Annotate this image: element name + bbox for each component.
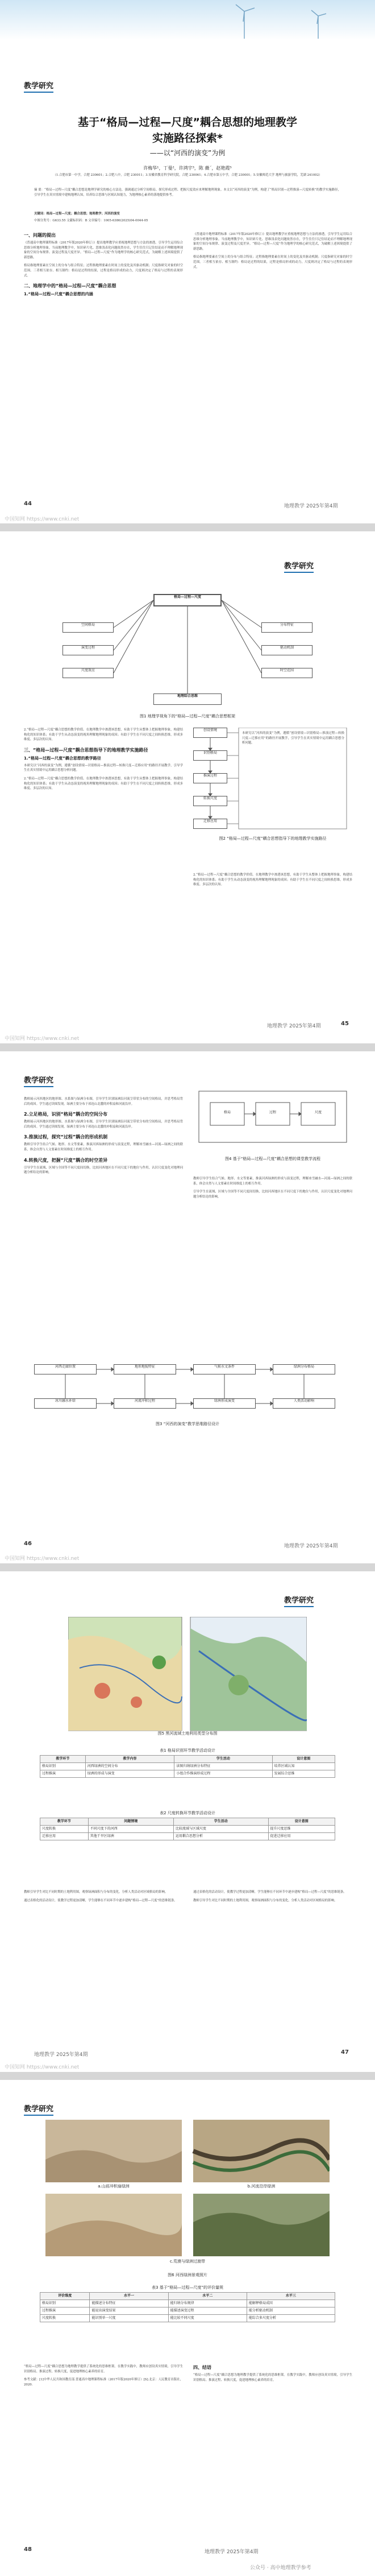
- fig3-row2-2: 河流冲积过程: [114, 1398, 176, 1409]
- table-cell: 不同尺度下的河西: [88, 1826, 173, 1833]
- fig2-step-4: 转换尺度: [193, 796, 227, 806]
- table-3-block: [40, 2285, 335, 2322]
- journal-name: 地理教学 2025年第4期: [267, 1023, 321, 1029]
- left-paragraph-2: 本研究以“河西的演变”为例，遵循“创设情境—识别格局—推演过程—转换尺度—迁移应用”的路径开展教学，引导学生在真实情境中运用耦合思想分析问题。: [24, 763, 183, 773]
- table-cell: 格局识别: [40, 1763, 86, 1770]
- table-cell: 其他干旱区绿洲: [88, 1833, 173, 1840]
- fig3-row1-4: 绿洲分布格局: [273, 1364, 335, 1374]
- fig2-step-5: 迁移应用: [193, 819, 227, 829]
- section-tag: 教学研究: [24, 2103, 53, 2116]
- fig3-row1-1: 河西走廊位置: [34, 1364, 97, 1374]
- heading-part3: 三、“格局—过程—尺度”耦合思想指导下的地理教学实施路径: [24, 747, 148, 753]
- table-cell: 能分析驱动机制: [247, 2307, 335, 2315]
- fig2-step-2: 识别格局: [193, 750, 227, 761]
- page-1: [0, 0, 375, 523]
- figure-5-maps: [68, 1617, 307, 1736]
- page-5: [0, 2080, 375, 2576]
- fig1-left-mid: 演变过程: [63, 645, 114, 655]
- page-2: [0, 531, 375, 1043]
- page-header-band: [0, 0, 375, 40]
- page-separator: [0, 2072, 375, 2080]
- intro-paragraph-repeat: 格局指地理要素在空间上的分布与组合特征；过程指地理要素在时间上的变化及其驱动机制；尺度指研究对象的时空范围。三者相互依存、相互制约：格局是过程的结果，过程是格局形成的动力，尺度则决定了格局与过程的表现形式。: [24, 264, 183, 278]
- table-cell: 绿洲的形成与演变: [85, 1770, 174, 1778]
- conclusion-paragraph: “格局—过程—尺度”耦合思想为地理教学提供了系统化的思维框架。在教学实践中，教师应创设真实情境，引导学生识别格局、推演过程、转换尺度，促进地理核心素养的培育。: [193, 2373, 352, 2382]
- heading-part2-1: 1.“格局—过程—尺度”耦合思想的内涵: [24, 292, 93, 297]
- table-row: [40, 1826, 335, 1833]
- page-number: 48: [24, 2546, 32, 2553]
- table3-header: 水平二: [168, 2293, 247, 2300]
- fig2-step-3: 推演过程: [193, 773, 227, 783]
- fig2-step-1: 创设情境: [193, 728, 227, 738]
- table3-caption: 表3 基于“格局—过程—尺度”的评价量规: [152, 2285, 223, 2290]
- table-cell: 格局识别: [40, 2300, 90, 2307]
- page2-right-column: [193, 873, 352, 887]
- fig1-right-bot: 时空范围: [261, 668, 312, 678]
- table2-header: 设计意图: [268, 1818, 335, 1826]
- table-cell: 能描述分布特征: [90, 2300, 168, 2307]
- page1-left-column: [24, 232, 183, 299]
- affiliations: （1.合肥市第一中学，合肥 230601；2.合肥八中，合肥 230011；3.安徽省教育科学研究院，合肥 230061；4.合肥市第五中学，合肥 230001；5.安徽师范大学 地理与旅游学院，芜湖 241002）: [53, 174, 322, 177]
- heading-intro: 一、问题的提出: [24, 233, 56, 238]
- heading-part2: 二、地理学中的“格局—过程—尺度”耦合思想: [24, 283, 116, 289]
- page5-right-column: [193, 2364, 352, 2383]
- right-col-paragraph: 《普通高中地理课程标准（2017年版2020年修订）》提出地理教学应重视地理思想与方法的渗透，引导学生运用综合思维分析地理事象。当前地理教学中，知识碎片化、思维浅表化问题依然存在，学生往往只记住结论而不理解地理现象的空间分布规律、演变过程及尺度差异。“格局—过程—尺度”作为地理学的核心研究范式，为破解上述困境提供了新思路。: [193, 233, 352, 251]
- figure-2-flow: [193, 728, 352, 870]
- section-tag: 教学研究: [24, 80, 53, 93]
- article-subtitle: ——以“河西的演变”为例: [149, 149, 226, 157]
- page5-left-column: [24, 2364, 183, 2387]
- table-2-block: [40, 1810, 335, 1840]
- paragraph-2: 教师引导学生结合气候、地形、水文等要素，推演河西绿洲的形成与演变过程，理解冰雪融水—河流—绿洲之间的联系，体会自然与人文要素在时间维度上的相互作用。: [24, 1143, 183, 1151]
- fig4-node-3: 尺度: [314, 1111, 322, 1114]
- photo-caption-c: c.荒漠与绿洲过渡带: [169, 2259, 206, 2264]
- photo-caption-b: b.河流沿岸绿洲: [247, 2184, 276, 2189]
- fig3-row1-2: 地形地貌特征: [114, 1364, 176, 1374]
- watermark: 公众号 · 高中地理教学参考: [250, 2565, 311, 2571]
- journal-name: 地理教学 2025年第4期: [284, 503, 338, 509]
- page3-left-column: [24, 1097, 183, 1175]
- fig2-caption: 图2 “格局—过程—尺度”耦合思想指导下的地理教学实施路径: [219, 836, 327, 841]
- page-number: 45: [341, 1021, 349, 1027]
- right-paragraph-2: 引导学生在流域、区域与全国等不同尺度间切换，比较河西地区在不同尺度下的地位与作用，认识尺度变化对地理问题分析结论的影响。: [193, 1190, 352, 1199]
- keywords: 关键词：格局—过程—尺度；耦合思想；地理教学；河西的演变: [34, 212, 120, 216]
- abstract: 摘 要：“格局—过程—尺度”耦合思想是地理学研究的核心方法论，强调通过分析空间格局、探究形成过程、把握尺度效应来理解地理现象。本文以“河西的演变”为例，构建了“格局识别—过程推演—尺度转换”的教学实施路径，引导学生在真实情境中建构地理认知，培养综合思维与区域认知能力，为地理核心素养的落地提供参考。: [34, 188, 341, 197]
- table-cell: 培养区域认知: [272, 1763, 335, 1770]
- table-cell: 尺度转换: [40, 2315, 90, 2322]
- table2-caption: 表2 尺度转换环节教学活动设计: [160, 1811, 215, 1815]
- table-cell: 能比较不同尺度: [168, 2315, 247, 2322]
- classification: 中图分类号：G633.55 文献标识码：B 文章编号：1005-6386(2025)04-0044-05: [34, 219, 148, 222]
- watermark: 中国知网 https://www.cnki.net: [5, 1036, 80, 1042]
- watermark: 中国知网 https://www.cnki.net: [5, 517, 80, 522]
- table-cell: 能解释格局成因: [247, 2300, 335, 2307]
- table-row: [40, 2315, 335, 2322]
- fig3-connectors: [34, 1359, 341, 1421]
- table-row: [40, 1770, 335, 1778]
- figure-6-photos: [45, 2120, 330, 2268]
- table-cell: 读图归纳绿洲分布特征: [174, 1763, 272, 1770]
- left-paragraph-3: 2.“格局—过程—尺度”耦合思想的教学价值。在地理教学中渗透该思想，有助于学生从整体上把握地理事象，构建结构化的知识体系；有助于学生从动态演变的视角理解地理现象的成因；有助于学生在不同尺度之间转换思维，形成多维度、多层次的认知。: [24, 777, 183, 791]
- figure-3-path: [34, 1359, 341, 1450]
- page-3: [0, 1051, 375, 1563]
- land-use-map-image: [68, 1617, 307, 1736]
- article-title-line1: 基于“格局—过程—尺度”耦合思想的地理教学: [78, 116, 297, 129]
- left-paragraph: “格局—过程—尺度”耦合思想为地理教学提供了系统化的思维框架。在教学实践中，教师应创设真实情境，引导学生识别格局、推演过程、转换尺度，促进地理核心素养的培育。: [24, 2365, 183, 2373]
- page4-left-column: [24, 1890, 183, 1903]
- fig4-caption: 图4 基于“格局—过程—尺度”耦合思想的课堂教学流程: [225, 1157, 320, 1161]
- heading-sub1: 1.“格局—过程—尺度”耦合思想的教学路径: [24, 756, 101, 761]
- table-cell: 能归纳分布规律: [168, 2300, 247, 2307]
- table-cell: 运用耦合思想分析: [173, 1833, 268, 1840]
- fig1-right-top: 分布特征: [261, 622, 312, 633]
- right-paragraph: 2.“格局—过程—尺度”耦合思想的教学价值。在地理教学中渗透该思想，有助于学生从整体上把握地理事象，构建结构化的知识体系；有助于学生从动态演变的视角理解地理现象的成因；有助于学生在不同尺度之间转换思维，形成多维度、多层次的认知。: [193, 873, 352, 887]
- fig3-row2-4: 人类活动影响: [273, 1398, 335, 1409]
- table-cell: 促进迁移应用: [268, 1833, 335, 1840]
- section-tag: 教学研究: [284, 1594, 314, 1607]
- paragraph-1: 教师展示河西地区的地形图、水系图与绿洲分布图，引导学生识别绿洲沿河流呈带状分布的空间格局，并思考格局背后的成因。学生通过读图发现，绿洲主要分布于祁连山北麓的冲积扇和河流沿岸。: [24, 1120, 183, 1129]
- intro-text: 教师展示河西地区的地形图、水系图与绿洲分布图，引导学生识别绿洲沿河流呈带状分布的空间格局，并思考格局背后的成因。学生通过读图发现，绿洲主要分布于祁连山北麓的冲积扇和河流沿岸。: [24, 1097, 183, 1106]
- table3-header: 水平三: [247, 2293, 335, 2300]
- journal-name: 地理教学 2025年第4期: [34, 2052, 88, 2058]
- table1-header: 教学环节: [40, 1756, 86, 1763]
- table-cell: 河西绿洲的空间分布: [85, 1763, 174, 1770]
- journal-name: 地理教学 2025年第4期: [284, 1543, 338, 1549]
- heading-3: 4.转换尺度，把握“尺度”耦合的时空差异: [24, 1157, 108, 1163]
- fig1-left-top: 空间格局: [63, 622, 114, 633]
- fig3-row1-3: 气候水文条件: [193, 1364, 256, 1374]
- fig3-row2-3: 绿洲形成演变: [193, 1398, 256, 1409]
- table2-header: 问题情境: [88, 1818, 173, 1826]
- oasis-landscape-photos: [45, 2120, 330, 2262]
- heading-2: 3.推演过程，探究“过程”耦合的形成机制: [24, 1134, 108, 1140]
- fig6-caption: 图6 河西绿洲景观照片: [168, 2273, 207, 2277]
- left-paragraph: 教师引导学生对比不同时期的土地利用图，观察绿洲面积与分布的变化，分析人类活动对区域格局的影响。: [24, 1890, 168, 1894]
- table-cell: 小组合作推演形成过程: [174, 1770, 272, 1778]
- table-1-block: [40, 1748, 335, 1778]
- table3-header: 评价维度: [40, 2293, 90, 2300]
- fig1-caption: 图1 地理学视角下的“格局—过程—尺度”耦合思想框架: [140, 714, 235, 719]
- table-cell: 能描述演变过程: [168, 2307, 247, 2315]
- table2-header: 学生活动: [173, 1818, 268, 1826]
- fig4-diagram: [193, 1085, 352, 1154]
- table-cell: 比较流域与区域尺度: [173, 1826, 268, 1833]
- paragraph-3: 引导学生在流域、区域与全国等不同尺度间切换，比较河西地区在不同尺度下的地位与作用，认识尺度变化对地理问题分析结论的影响。: [24, 1166, 183, 1175]
- left-paragraph-2: 通过表格化的活动设计，使教学过程更加清晰，学生能够在不同环节中逐步建构“格局—过程—尺度”的思维链条。: [24, 1898, 177, 1902]
- watermark: 中国知网 https://www.cnki.net: [5, 1556, 80, 1562]
- table-cell: 能综合多尺度分析: [247, 2315, 335, 2322]
- heading-conclusion: 四、结语: [193, 2365, 211, 2370]
- fig1-bottom-node: 地理综合思维: [153, 693, 222, 705]
- table1-header: 设计意图: [272, 1756, 335, 1763]
- left-paragraph: 2.“格局—过程—尺度”耦合思想的教学价值。在地理教学中渗透该思想，有助于学生从整体上把握地理事象，构建结构化的知识体系；有助于学生从动态演变的视角理解地理现象的成因；有助于学生在不同尺度之间转换思维，形成多维度、多层次的认知。: [24, 728, 183, 742]
- page-number: 46: [24, 1541, 32, 1547]
- table-cell: 提升尺度思维: [268, 1826, 335, 1833]
- heading-1: 2.立足格局，识别“格局”耦合的空间分布: [24, 1112, 108, 1117]
- table-cell: 迁移应用: [40, 1833, 89, 1840]
- fig3-row2-1: 冰川融水补给: [34, 1398, 97, 1409]
- right-paragraph-2: 教师引导学生对比不同时期的土地利用图，观察绿洲面积与分布的变化，分析人类活动对区域格局的影响。: [193, 1898, 338, 1902]
- fig2-description: 本研究以“河西的演变”为例，遵循“创设情境—识别格局—推演过程—转换尺度—迁移应用”的路径开展教学，引导学生在真实情境中运用耦合思想分析问题。: [242, 732, 344, 745]
- table-3: [40, 2292, 335, 2322]
- page4-right-column: [193, 1890, 352, 1903]
- table2-header: 教学环节: [40, 1818, 89, 1826]
- table3-header: 水平一: [90, 2293, 168, 2300]
- intro-paragraph: 《普通高中地理课程标准（2017年版2020年修订）》提出地理教学应重视地理思想与方法的渗透，引导学生运用综合思维分析地理事象。当前地理教学中，知识碎片化、思维浅表化问题依然存在，学生往往只记住结论而不理解地理现象的空间分布规律、演变过程及尺度差异。“格局—过程—尺度”作为地理学的核心研究范式，为破解上述困境提供了新思路。: [24, 241, 183, 259]
- wind-turbine-illustration: [0, 0, 375, 40]
- section-tag: 教学研究: [24, 1074, 53, 1087]
- fig1-right-mid: 驱动机制: [261, 645, 312, 655]
- table-cell: 过程推演: [40, 1770, 86, 1778]
- fig1-center-node: 格局—过程—尺度: [153, 594, 222, 606]
- article-title-line2: 实施路径探索*: [152, 132, 223, 145]
- page2-left-column: [24, 728, 183, 791]
- fig1-left-bot: 尺度效应: [63, 668, 114, 678]
- right-col-paragraph-2: 格局指地理要素在空间上的分布与组合特征；过程指地理要素在时间上的变化及其驱动机制；尺度指研究对象的时空范围。三者相互依存、相互制约：格局是过程的结果，过程是格局形成的动力，尺度则决定了格局与过程的表现形式。: [193, 255, 352, 269]
- fig4-node-1: 格局: [223, 1111, 231, 1114]
- table-cell: 发展综合思维: [272, 1770, 335, 1778]
- page-separator: [0, 1563, 375, 1571]
- page-number: 47: [341, 2049, 349, 2055]
- figure-4-flow: [193, 1085, 352, 1171]
- table-cell: 能识别单一尺度: [90, 2315, 168, 2322]
- journal-name: 地理教学 2025年第4期: [205, 2549, 259, 2555]
- page-separator: [0, 1043, 375, 1051]
- watermark: 中国知网 https://www.cnki.net: [5, 2065, 80, 2070]
- section-tag: 教学研究: [284, 560, 314, 573]
- fig5-caption: 图5 黑河流域土地利用类型分布图: [157, 1731, 218, 1736]
- photo-caption-a: a.山前冲积扇绿洲: [98, 2184, 130, 2189]
- fig1-connectors: [0, 531, 375, 713]
- table-cell: 能说出演变结果: [90, 2307, 168, 2315]
- table-row: [40, 1763, 335, 1770]
- authors: 许梅华¹，丁曼²，许鸿宇³，陈 薇´，赵艳霞⁵: [143, 166, 232, 171]
- page-number: 44: [24, 501, 32, 507]
- fig3-caption: 图3 “河西的演变”教学思维路径设计: [156, 1422, 219, 1426]
- table1-header: 学生活动: [174, 1756, 272, 1763]
- table-row: [40, 2300, 335, 2307]
- page3-right-column: [193, 1176, 352, 1199]
- page1-right-column: [193, 232, 352, 270]
- page-4: [0, 1571, 375, 2072]
- table-1: [40, 1755, 335, 1778]
- right-paragraph: 通过表格化的活动设计，使教学过程更加清晰，学生能够在不同环节中逐步建构“格局—过程—尺度”的思维链条。: [193, 1890, 347, 1894]
- table-row: [40, 1833, 335, 1840]
- table-cell: 尺度转换: [40, 1826, 89, 1833]
- right-paragraph-1: 教师引导学生结合气候、地形、水文等要素，推演河西绿洲的形成与演变过程，理解冰雪融水—河流—绿洲之间的联系，体会自然与人文要素在时间维度上的相互作用。: [193, 1177, 352, 1186]
- fig4-node-2: 过程: [269, 1111, 276, 1114]
- table-row: [40, 2307, 335, 2315]
- page-separator: [0, 523, 375, 531]
- references: 参考文献：[1]中华人民共和国教育部.普通高中地理课程标准（2017年版2020年修订）[S].北京：人民教育出版社，2020.: [24, 2378, 183, 2387]
- table-cell: 过程推演: [40, 2307, 90, 2315]
- table1-caption: 表1 格局识别环节教学活动设计: [160, 1748, 215, 1753]
- table1-header: 教学内容: [85, 1756, 174, 1763]
- table-2: [40, 1818, 335, 1840]
